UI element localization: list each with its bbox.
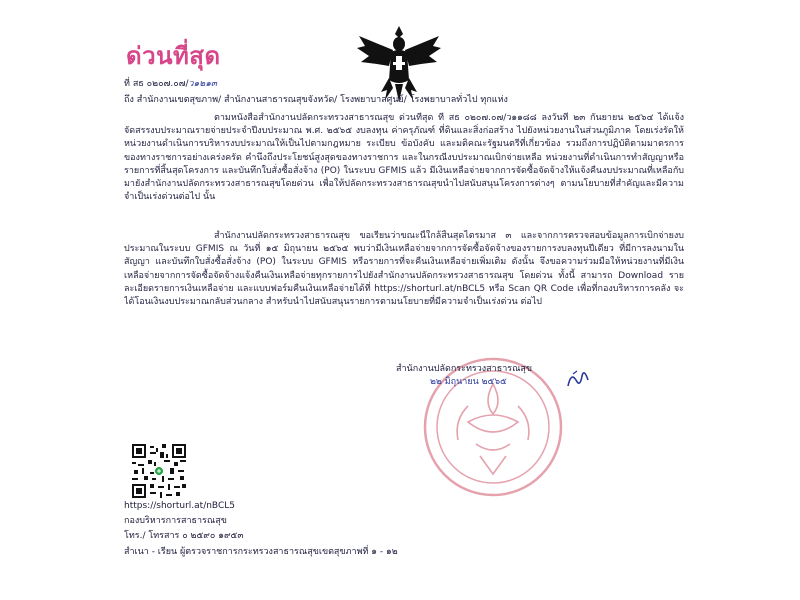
signing-office: สำนักงานปลัดกระทรวงสาธารณสุข <box>396 364 533 374</box>
body-paragraph-2: สำนักงานปลัดกระทรวงสาธารณสุข ขอเรียนว่าขณะนี้ใกล้สิ้นสุดไตรมาส ๓ และจากการตรวจสอบข้อมูลการเบิกจ่ายงบประมาณในระบบ GFMIS ณ วันที่ ๑๕ มิถุนายน ๒๕๖๕ พบว่ามีเงินเหลือจ่ายจากการจัดซื้อจัดจ้างของรายการงบลงทุนปีเดียว ที่มีการลงนามในสัญญา และบันทึกใบสั่งซื้อสั่งจ้าง (PO) ในระบบ GFMIS หรือรายการที่จะคืนเงินเหลือจ่ายเพิ่มเติม ดังนั้น จึงขอความร่วมมือให้หน่วยงานที่มีเงินเหลือจ่ายจากการจัดซื้อจัดจ้างแจ้งคืนเงินเหลือจ่ายทุกรายการไปยังสำนักงานปลัดกระทรวงสาธารณสุข โดยด่วน ทั้งนี้ สามารถ Download รายละเอียดรายการเงินเหลือจ่าย และแบบฟอร์มคืนเงินเหลือจ่ายได้ที่ https://shorturl.at/nBCL5 หรือ Scan QR Code เพื่อที่กองบริหารการคลัง จะได้โอนเงินงบประมาณกลับส่วนกลาง สำหรับนำไปสนับสนุนรายการตามนโยบายที่มีความจำเป็นเร่งด่วน ต่อไป <box>124 231 684 308</box>
signature-date: ๒๒ มิถุนายน ๒๕๖๕ <box>430 377 507 387</box>
footer-cc: สำเนา - เรียน ผู้ตรวจราชการกระทรวงสาธารณสุขเขตสุขภาพที่ ๑ - ๑๒ <box>124 547 398 557</box>
to-text: สำนักงานเขตสุขภาพ/ สำนักงานสาธารณสุขจังหวัด/ โรงพยาบาลศูนย์/ โรงพยาบาลทั่วไป ทุกแห่ง <box>136 95 508 105</box>
to-label: ถึง <box>124 95 134 105</box>
doc-no-printed: สธ ๐๒๐๗.๐๗/ <box>132 79 189 89</box>
urgent-label: ด่วนที่สุด <box>126 42 221 70</box>
recipient-line <box>124 94 508 107</box>
handwritten-signature <box>565 368 591 392</box>
qr-code[interactable] <box>132 444 186 498</box>
footer-phone: โทร./ โทรสาร ๐ ๒๕๙๐ ๑๙๕๓ <box>124 531 244 541</box>
doc-no-handwritten: ว๑๒๑๓ <box>188 79 218 89</box>
document-number <box>124 78 217 91</box>
footer-division: กองบริหารการสาธารณสุข <box>124 516 227 526</box>
doc-no-label: ที่ <box>124 79 130 89</box>
body-paragraph-1: ตามหนังสือสำนักงานปลัดกระทรวงสาธารณสุข ด่วนที่สุด ที่ สธ ๐๒๐๗.๐๗/ว๑๑๘๘ ลงวันที่ ๒๓ กันยายน ๒๕๖๔ ได้แจ้งจัดสรรงบประมาณรายจ่ายประจำปีงบประมาณ พ.ศ. ๒๕๖๕ งบลงทุน ค่าครุภัณฑ์ ที่ดินและสิ่งก่อสร้าง ไปยังหน่วยงานในส่วนภูมิภาค โดยเร่งรัดให้หน่วยงานดำเนินการบริหารงบประมาณให้เป็นไปตามกฎหมาย ระเบียบ ข้อบังคับ และมติคณะรัฐมนตรีที่เกี่ยวข้อง รวมถึงการปฏิบัติตามมาตรการของทางราชการอย่างเคร่งครัด คำนึงถึงประโยชน์สูงสุดของทางราชการ และในกรณีงบประมาณเบิกจ่ายเหลือ หน่วยงานที่ดำเนินการทำสัญญาหรือรายการที่สิ้นสุดโครงการ และบันทึกใบสั่งซื้อสั่งจ้าง (PO) ในระบบ GFMIS แล้ว มีเงินเหลือจ่ายจากการจัดซื้อจัดจ้างให้แจ้งคืนงบประมาณที่เหลือกับมายังสำนักงานปลัดกระทรวงสาธารณสุขโดยด่วน เพื่อให้ปลัดกระทรวงสาธารณสุขนำไปสนับสนุนโครงการต่างๆ ตามนโยบายที่สำคัญและมีความจำเป็นเร่งด่วนต่อไป นั้น <box>124 113 684 203</box>
footer-url[interactable]: https://shorturl.at/nBCL5 <box>124 501 235 511</box>
